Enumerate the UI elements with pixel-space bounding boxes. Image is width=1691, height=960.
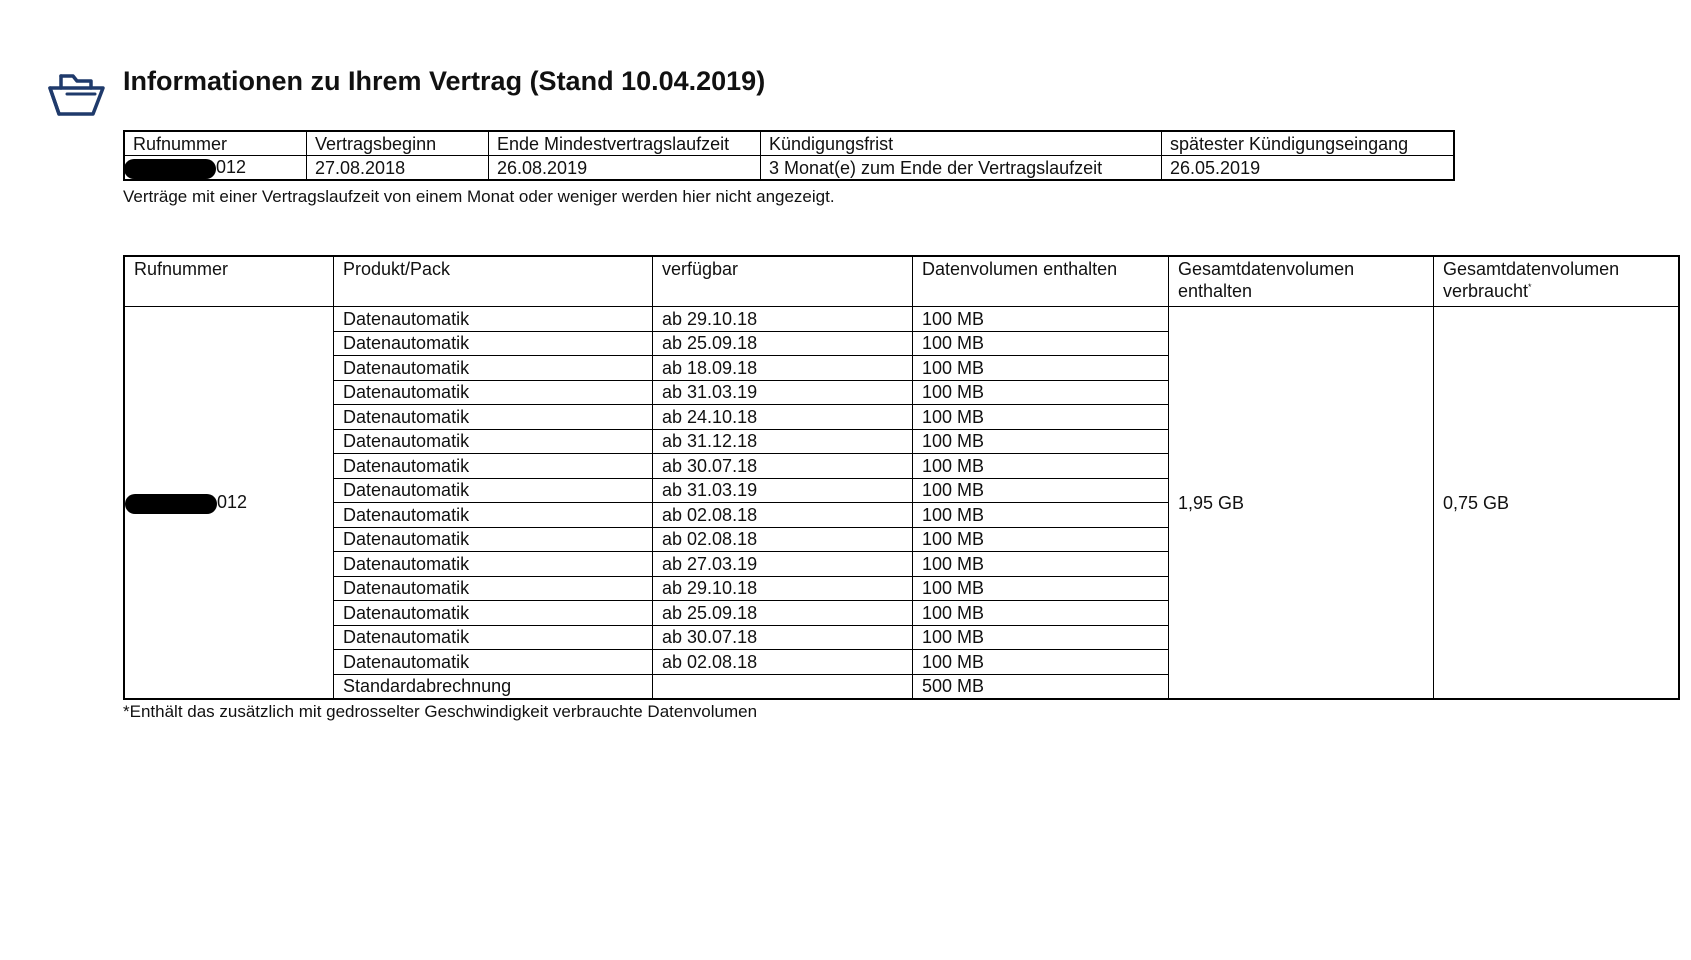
usage-volume: 100 MB <box>913 527 1169 552</box>
usage-total-used: 0,75 GB <box>1434 307 1680 700</box>
usage-product: Datenautomatik <box>334 503 653 528</box>
usage-volume: 100 MB <box>913 601 1169 626</box>
usage-available: ab 30.07.18 <box>653 625 913 650</box>
usage-volume: 100 MB <box>913 503 1169 528</box>
contract-note: Verträge mit einer Vertragslaufzeit von einem Monat oder weniger werden hier nicht angezeigt. <box>123 187 835 206</box>
usage-available: ab 29.10.18 <box>653 576 913 601</box>
contract-row <box>124 156 1454 181</box>
usage-available: ab 02.08.18 <box>653 503 913 528</box>
contract-header-min-end: Ende Mindestvertragslaufzeit <box>489 131 761 156</box>
usage-product: Datenautomatik <box>334 307 653 332</box>
usage-volume: 100 MB <box>913 331 1169 356</box>
footnote-marker: * <box>1528 282 1532 292</box>
contract-header-latest-cancellation: spätester Kündigungseingang <box>1162 131 1455 156</box>
usage-product: Datenautomatik <box>334 576 653 601</box>
usage-available: ab 31.12.18 <box>653 429 913 454</box>
usage-volume: 100 MB <box>913 650 1169 675</box>
contract-phone-suffix: 012 <box>216 157 247 178</box>
usage-table <box>123 255 1680 700</box>
usage-total-included: 1,95 GB <box>1169 307 1434 700</box>
redaction-mark <box>125 494 217 514</box>
usage-header-volume: Datenvolumen enthalten <box>913 256 1169 307</box>
usage-header-total-included: Gesamtdatenvolumen enthalten <box>1169 256 1434 307</box>
usage-product: Datenautomatik <box>334 650 653 675</box>
contract-latest-cancellation: 26.05.2019 <box>1162 156 1455 181</box>
usage-header-total-used <box>1434 256 1680 307</box>
usage-product: Datenautomatik <box>334 356 653 381</box>
usage-row <box>124 307 1679 332</box>
usage-available <box>653 674 913 699</box>
usage-product: Datenautomatik <box>334 429 653 454</box>
usage-volume: 100 MB <box>913 405 1169 430</box>
usage-available: ab 18.09.18 <box>653 356 913 381</box>
usage-available: ab 31.03.19 <box>653 478 913 503</box>
usage-available: ab 25.09.18 <box>653 331 913 356</box>
usage-available: ab 27.03.19 <box>653 552 913 577</box>
contract-min-end: 26.08.2019 <box>489 156 761 181</box>
usage-product: Datenautomatik <box>334 405 653 430</box>
usage-product: Datenautomatik <box>334 454 653 479</box>
usage-volume: 100 MB <box>913 454 1169 479</box>
usage-product: Datenautomatik <box>334 331 653 356</box>
contract-header-phone: Rufnummer <box>124 131 307 156</box>
usage-product: Datenautomatik <box>334 478 653 503</box>
usage-volume: 100 MB <box>913 625 1169 650</box>
page-title: Informationen zu Ihrem Vertrag (Stand 10.04.2019) <box>123 66 766 96</box>
usage-header-available: verfügbar <box>653 256 913 307</box>
usage-volume: 100 MB <box>913 552 1169 577</box>
contract-phone <box>124 156 307 181</box>
usage-phone <box>124 307 334 700</box>
usage-volume: 100 MB <box>913 356 1169 381</box>
usage-volume: 100 MB <box>913 307 1169 332</box>
usage-product: Datenautomatik <box>334 527 653 552</box>
contract-start: 27.08.2018 <box>307 156 489 181</box>
folder-open-icon <box>47 70 107 120</box>
usage-body <box>124 307 1679 700</box>
usage-volume: 100 MB <box>913 576 1169 601</box>
usage-product: Datenautomatik <box>334 601 653 626</box>
usage-volume: 100 MB <box>913 380 1169 405</box>
usage-available: ab 31.03.19 <box>653 380 913 405</box>
usage-product: Datenautomatik <box>334 552 653 577</box>
usage-product: Datenautomatik <box>334 625 653 650</box>
usage-phone-suffix: 012 <box>217 492 248 513</box>
usage-available: ab 02.08.18 <box>653 527 913 552</box>
usage-volume: 500 MB <box>913 674 1169 699</box>
redaction-mark <box>124 159 216 179</box>
contract-header-row <box>124 131 1454 156</box>
usage-volume: 100 MB <box>913 429 1169 454</box>
usage-header-phone: Rufnummer <box>124 256 334 307</box>
usage-volume: 100 MB <box>913 478 1169 503</box>
usage-available: ab 25.09.18 <box>653 601 913 626</box>
contract-table <box>123 130 1455 181</box>
usage-header-product: Produkt/Pack <box>334 256 653 307</box>
usage-header-row <box>124 256 1679 307</box>
contract-notice: 3 Monat(e) zum Ende der Vertragslaufzeit <box>761 156 1162 181</box>
contract-header-start: Vertragsbeginn <box>307 131 489 156</box>
footnote: *Enthält das zusätzlich mit gedrosselter Geschwindigkeit verbrauchte Datenvolumen <box>123 702 758 721</box>
usage-available: ab 30.07.18 <box>653 454 913 479</box>
contract-header-notice: Kündigungsfrist <box>761 131 1162 156</box>
usage-product: Standardabrechnung <box>334 674 653 699</box>
usage-available: ab 02.08.18 <box>653 650 913 675</box>
usage-product: Datenautomatik <box>334 380 653 405</box>
usage-available: ab 24.10.18 <box>653 405 913 430</box>
usage-header-total-used-label: Gesamtdatenvolumen verbraucht <box>1443 259 1620 301</box>
usage-available: ab 29.10.18 <box>653 307 913 332</box>
